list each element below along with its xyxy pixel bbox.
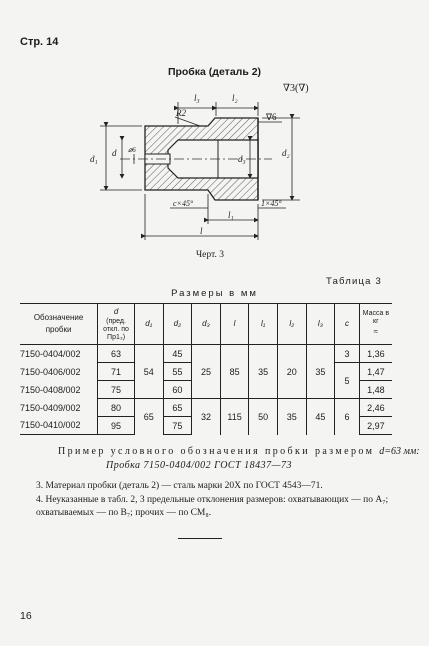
example-prefix: Пример условного обозначения пробки размером: [58, 446, 375, 457]
page-number: 16: [20, 610, 32, 622]
dim-d: d: [112, 148, 117, 158]
cell-d3: 32: [192, 399, 221, 435]
cell-l1: 50: [249, 399, 278, 435]
header-mass-approx: ≈: [373, 327, 379, 336]
cell-d2: 75: [163, 417, 192, 435]
cell-c: 6: [335, 399, 360, 435]
cell-d1: 54: [134, 345, 163, 399]
table-row: [20, 345, 392, 363]
roughness-symbol: ∇3(∇): [283, 83, 309, 94]
example-d: d=63 мм:: [379, 446, 420, 457]
cell-mass: 2,97: [359, 417, 392, 435]
cell-d3: 25: [192, 345, 221, 399]
cell-d: 95: [98, 417, 135, 435]
dim-d6: ⌀6: [128, 146, 136, 154]
cell-l: 115: [220, 399, 249, 435]
header-d-sub: (пред. откл. по Пр1₃): [103, 318, 129, 341]
header-d2: d₂: [163, 304, 192, 345]
cell-mass: 1,36: [359, 345, 392, 363]
chamfer-right: 1×45°: [261, 199, 282, 208]
header-mass-label: Масса в кг: [362, 310, 390, 325]
cell-d: 63: [98, 345, 135, 363]
dim-l: l: [200, 226, 203, 236]
chamfer-left: c×45°: [173, 199, 194, 208]
divider: [178, 538, 222, 539]
header-d3: d₃: [192, 304, 221, 345]
header-l3: l₃: [306, 304, 335, 345]
cell-d2: 65: [163, 399, 192, 417]
cell-mass: 2,46: [359, 399, 392, 417]
header-l1: l₁: [249, 304, 278, 345]
cell-l: 85: [220, 345, 249, 399]
example-value: Пробка 7150-0404/002 ГОСТ 18437—73: [106, 460, 293, 471]
cell-c: 3: [335, 345, 360, 363]
cell-l3: 45: [306, 399, 335, 435]
dim-d2: d₂: [282, 148, 290, 158]
dim-d1: d₁: [90, 154, 98, 164]
cell-d2: 60: [163, 381, 192, 399]
technical-drawing: [0, 0, 429, 250]
cell-d2: 45: [163, 345, 192, 363]
note-4: 4. Неуказанные в табл. 2, 3 предельные отклонения размеров: охватывающих — по A₇; охватываемых — по B₇; прочих — по CM₈.: [36, 495, 389, 518]
cell-d1: 65: [134, 399, 163, 435]
cell-l1: 35: [249, 345, 278, 399]
table-title: Размеры в мм: [171, 288, 258, 299]
cell-d: 71: [98, 363, 135, 381]
header-d: [98, 304, 135, 345]
cell-d: 75: [98, 381, 135, 399]
dim-l2: l₂: [232, 93, 238, 103]
header-mass: [359, 304, 392, 345]
example-line: [58, 446, 420, 457]
cell-l2: 20: [277, 345, 306, 399]
cell-mass: 1,47: [359, 363, 392, 381]
cell-l2: 35: [277, 399, 306, 435]
cell-c: 5: [335, 363, 360, 399]
table-row: [20, 399, 392, 417]
cell-designation: 7150-0409/002: [20, 402, 81, 413]
cell-d: 80: [98, 399, 135, 417]
cell-designation: 7150-0410/002: [20, 417, 98, 435]
radius-label: R2: [176, 108, 186, 118]
cell-designation: 7150-0404/002: [20, 348, 81, 359]
header-designation: Обозначение пробки: [20, 304, 98, 345]
cell-designation: 7150-0408/002: [20, 384, 81, 395]
header-d1: d₁: [134, 304, 163, 345]
dim-l3: l₃: [194, 93, 200, 103]
header-c: c: [335, 304, 360, 345]
roughness-inner: ∇6: [266, 112, 277, 122]
cell-l3: 35: [306, 345, 335, 399]
table-header-row: [20, 304, 392, 345]
part-title: Пробка (деталь 2): [167, 66, 262, 78]
note-3: 3. Материал пробки (деталь 2) — сталь марки 20Х по ГОСТ 4543—71.: [36, 481, 323, 491]
figure-caption: Черт. 3: [196, 250, 224, 260]
table-label: Таблица 3: [326, 276, 382, 287]
dim-d3: d₃: [238, 154, 246, 164]
header-d-main: d: [113, 307, 119, 316]
header-l: l: [220, 304, 249, 345]
page-header: Стр. 14: [20, 36, 59, 48]
dimensions-table: [20, 303, 392, 435]
cell-mass: 1,48: [359, 381, 392, 399]
header-l2: l₂: [277, 304, 306, 345]
cell-designation: 7150-0406/002: [20, 366, 81, 377]
cell-d2: 55: [163, 363, 192, 381]
dim-l1: l₁: [228, 210, 234, 220]
